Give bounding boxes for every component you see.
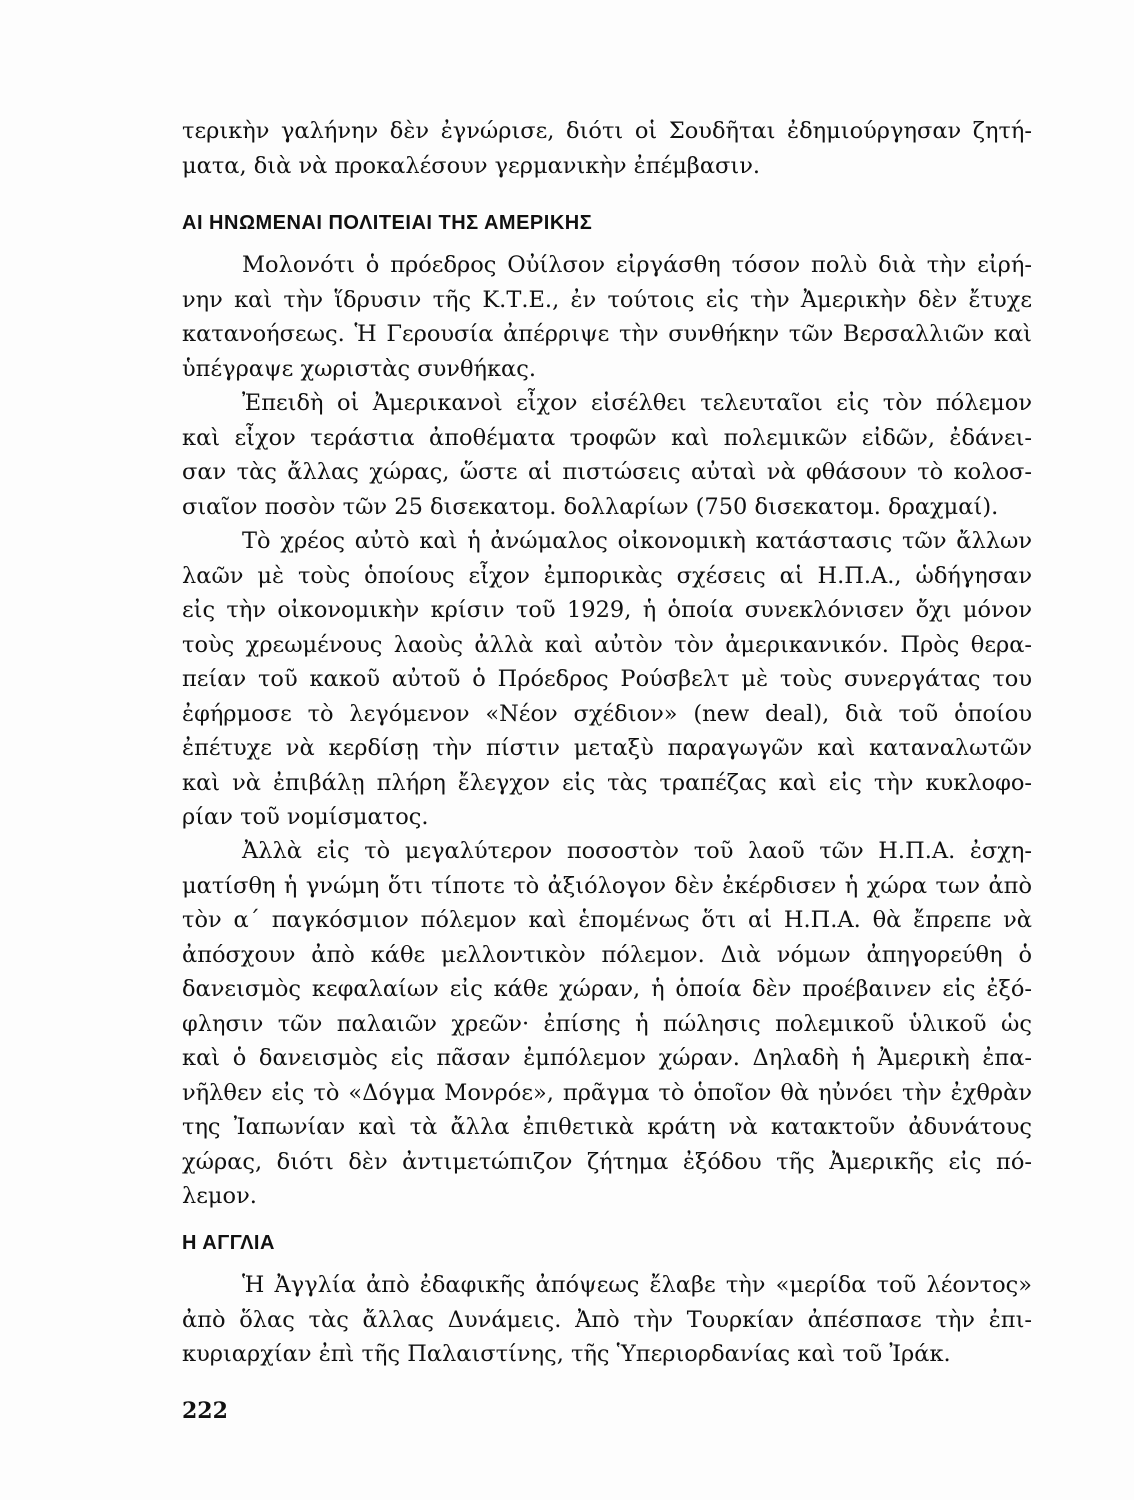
text-line: νῆλθεν εἰς τὸ «Δόγμα Μονρόε», πρᾶγμα τὸ ὁποῖον θὰ ηὐνόει τὴν ἐχθρὰν	[182, 1079, 1032, 1106]
text-line: λεμον.	[182, 1183, 257, 1209]
text-line: σαν τὰς ἄλλας χώρας, ὥστε αἱ πιστώσεις αὐταὶ νὰ φθάσουν τὸ κολοσ-	[182, 459, 1032, 485]
section-heading-usa: ΑΙ ΗΝΩΜΕΝΑΙ ΠΟΛΙΤΕΙΑΙ ΤΗΣ ΑΜΕΡΙΚΗΣ	[182, 212, 593, 234]
text-line: ματίσθη ἡ γνώμη ὅτι τίποτε τὸ ἀξιόλογον δὲν ἐκέρδισεν ἡ χώρα των ἀπὸ	[182, 872, 1032, 899]
text-line: καὶ εἶχον τεράστια ἀποθέματα τροφῶν καὶ πολεμικῶν εἰδῶν, ἐδάνει-	[182, 424, 1032, 451]
text-line: πείαν τοῦ κακοῦ αὐτοῦ ὁ Πρόεδρος Ρούσβελτ μὲ τοὺς συνεργάτας του	[182, 666, 1032, 692]
text-line: Τὸ χρέος αὐτὸ καὶ ἡ ἀνώμαλος οἰκονομικὴ κατάστασις τῶν ἄλλων	[242, 528, 1032, 554]
text-line: Μολονότι ὁ πρόεδρος Οὐίλσον εἰργάσθη τόσον πολὺ διὰ τὴν εἰρή-	[242, 252, 1032, 278]
text-line: ματα, διὰ νὰ προκαλέσουν γερμανικὴν ἐπέμβασιν.	[182, 152, 761, 179]
text-line: Ἡ Ἀγγλία ἀπὸ ἐδαφικῆς ἀπόψεως ἔλαβε τὴν «μερίδα τοῦ λέοντος»	[242, 1272, 1032, 1298]
text-line: σιαῖον ποσὸν τῶν 25 δισεκατομ. δολλαρίων (750 δισεκατομ. δραχμαί).	[182, 493, 999, 520]
text-line: ἀπὸ ὅλας τὰς ἄλλας Δυνάμεις. Ἀπὸ τὴν Τουρκίαν ἀπέσπασε τὴν ἐπι-	[182, 1306, 1032, 1333]
text-line: τοὺς χρεωμένους λαοὺς ἀλλὰ καὶ αὐτὸν τὸν ἀμερικανικόν. Πρὸς θερα-	[182, 631, 1032, 658]
text-line: λαῶν μὲ τοὺς ὁποίους εἶχον ἐμπορικὰς σχέσεις αἱ Η.Π.Α., ὡδήγησαν	[182, 562, 1032, 589]
text-line: εἰς τὴν οἰκονομικὴν κρίσιν τοῦ 1929, ἡ ὁποία συνεκλόνισεν ὄχι μόνον	[182, 597, 1032, 623]
page-number: 222	[182, 1398, 228, 1424]
text-line: κατανοήσεως. Ἡ Γερουσία ἀπέρριψε τὴν συνθήκην τῶν Βερσαλλιῶν καὶ	[182, 321, 1032, 347]
text-line: δανεισμὸς κεφαλαίων εἰς κάθε χώραν, ἡ ὁποία δὲν προέβαινεν εἰς ἐξό-	[182, 976, 1032, 1002]
text-line: ἐφήρμοσε τὸ λεγόμενον «Νέον σχέδιον» (new deal), διὰ τοῦ ὁποίου	[182, 700, 1032, 727]
text-line: καὶ νὰ ἐπιβάλῃ πλήρη ἔλεγχον εἰς τὰς τραπέζας καὶ εἰς τὴν κυκλοφο-	[182, 769, 1032, 796]
text-line: ρίαν τοῦ νομίσματος.	[182, 804, 429, 830]
paragraph	[182, 524, 1032, 835]
paragraph	[182, 1268, 1032, 1372]
text-line: Ἀλλὰ εἰς τὸ μεγαλύτερον ποσοστὸν τοῦ λαοῦ τῶν Η.Π.Α. ἐσχη-	[242, 838, 1032, 864]
text-line: ὑπέγραψε χωριστὰς συνθήκας.	[182, 355, 536, 382]
paragraph	[182, 834, 1032, 1214]
text-line: χώρας, διότι δὲν ἀντιμετώπιζον ζήτημα ἐξόδου τῆς Ἀμερικῆς εἰς πό-	[182, 1148, 1032, 1175]
paragraph	[182, 386, 1032, 524]
text-line: της Ἰαπωνίαν καὶ τὰ ἄλλα ἐπιθετικὰ κράτη νὰ κατακτοῦν ἀδυνάτους	[182, 1114, 1032, 1140]
text-line: φλησιν τῶν παλαιῶν χρεῶν· ἐπίσης ἡ πώλησις πολεμικοῦ ὑλικοῦ ὡς	[182, 1010, 1032, 1037]
text-line: τερικὴν γαλήνην δὲν ἐγνώρισε, διότι οἱ Σουδῆται ἐδημιούργησαν ζητή-	[182, 118, 1032, 144]
paragraph	[182, 248, 1032, 386]
text-line: τὸν α΄ παγκόσμιον πόλεμον καὶ ἑπομένως ὅτι αἱ Η.Π.Α. θὰ ἔπρεπε νὰ	[182, 907, 1032, 933]
text-line: καὶ ὁ δανεισμὸς εἰς πᾶσαν ἐμπόλεμον χώραν. Δηλαδὴ ἡ Ἀμερικὴ ἐπα-	[182, 1045, 1032, 1071]
opening-paragraph	[182, 114, 1032, 183]
text-line: νην καὶ τὴν ἵδρυσιν τῆς Κ.Τ.Ε., ἐν τούτοις εἰς τὴν Ἀμερικὴν δὲν ἔτυχε	[182, 286, 1032, 313]
section-heading-england: Η ΑΓΓΛΙΑ	[182, 1232, 275, 1254]
text-line: Ἐπειδὴ οἱ Ἀμερικανοὶ εἶχον εἰσέλθει τελευταῖοι εἰς τὸν πόλεμον	[242, 390, 1032, 416]
text-line: ἐπέτυχε νὰ κερδίσῃ τὴν πίστιν μεταξὺ παραγωγῶν καὶ καταναλωτῶν	[182, 735, 1032, 761]
text-line: ἀπόσχουν ἀπὸ κάθε μελλοντικὸν πόλεμον. Διὰ νόμων ἀπηγορεύθη ὁ	[182, 941, 1032, 968]
text-line: κυριαρχίαν ἐπὶ τῆς Παλαιστίνης, τῆς Ὑπεριορδανίας καὶ τοῦ Ἰράκ.	[182, 1341, 951, 1367]
